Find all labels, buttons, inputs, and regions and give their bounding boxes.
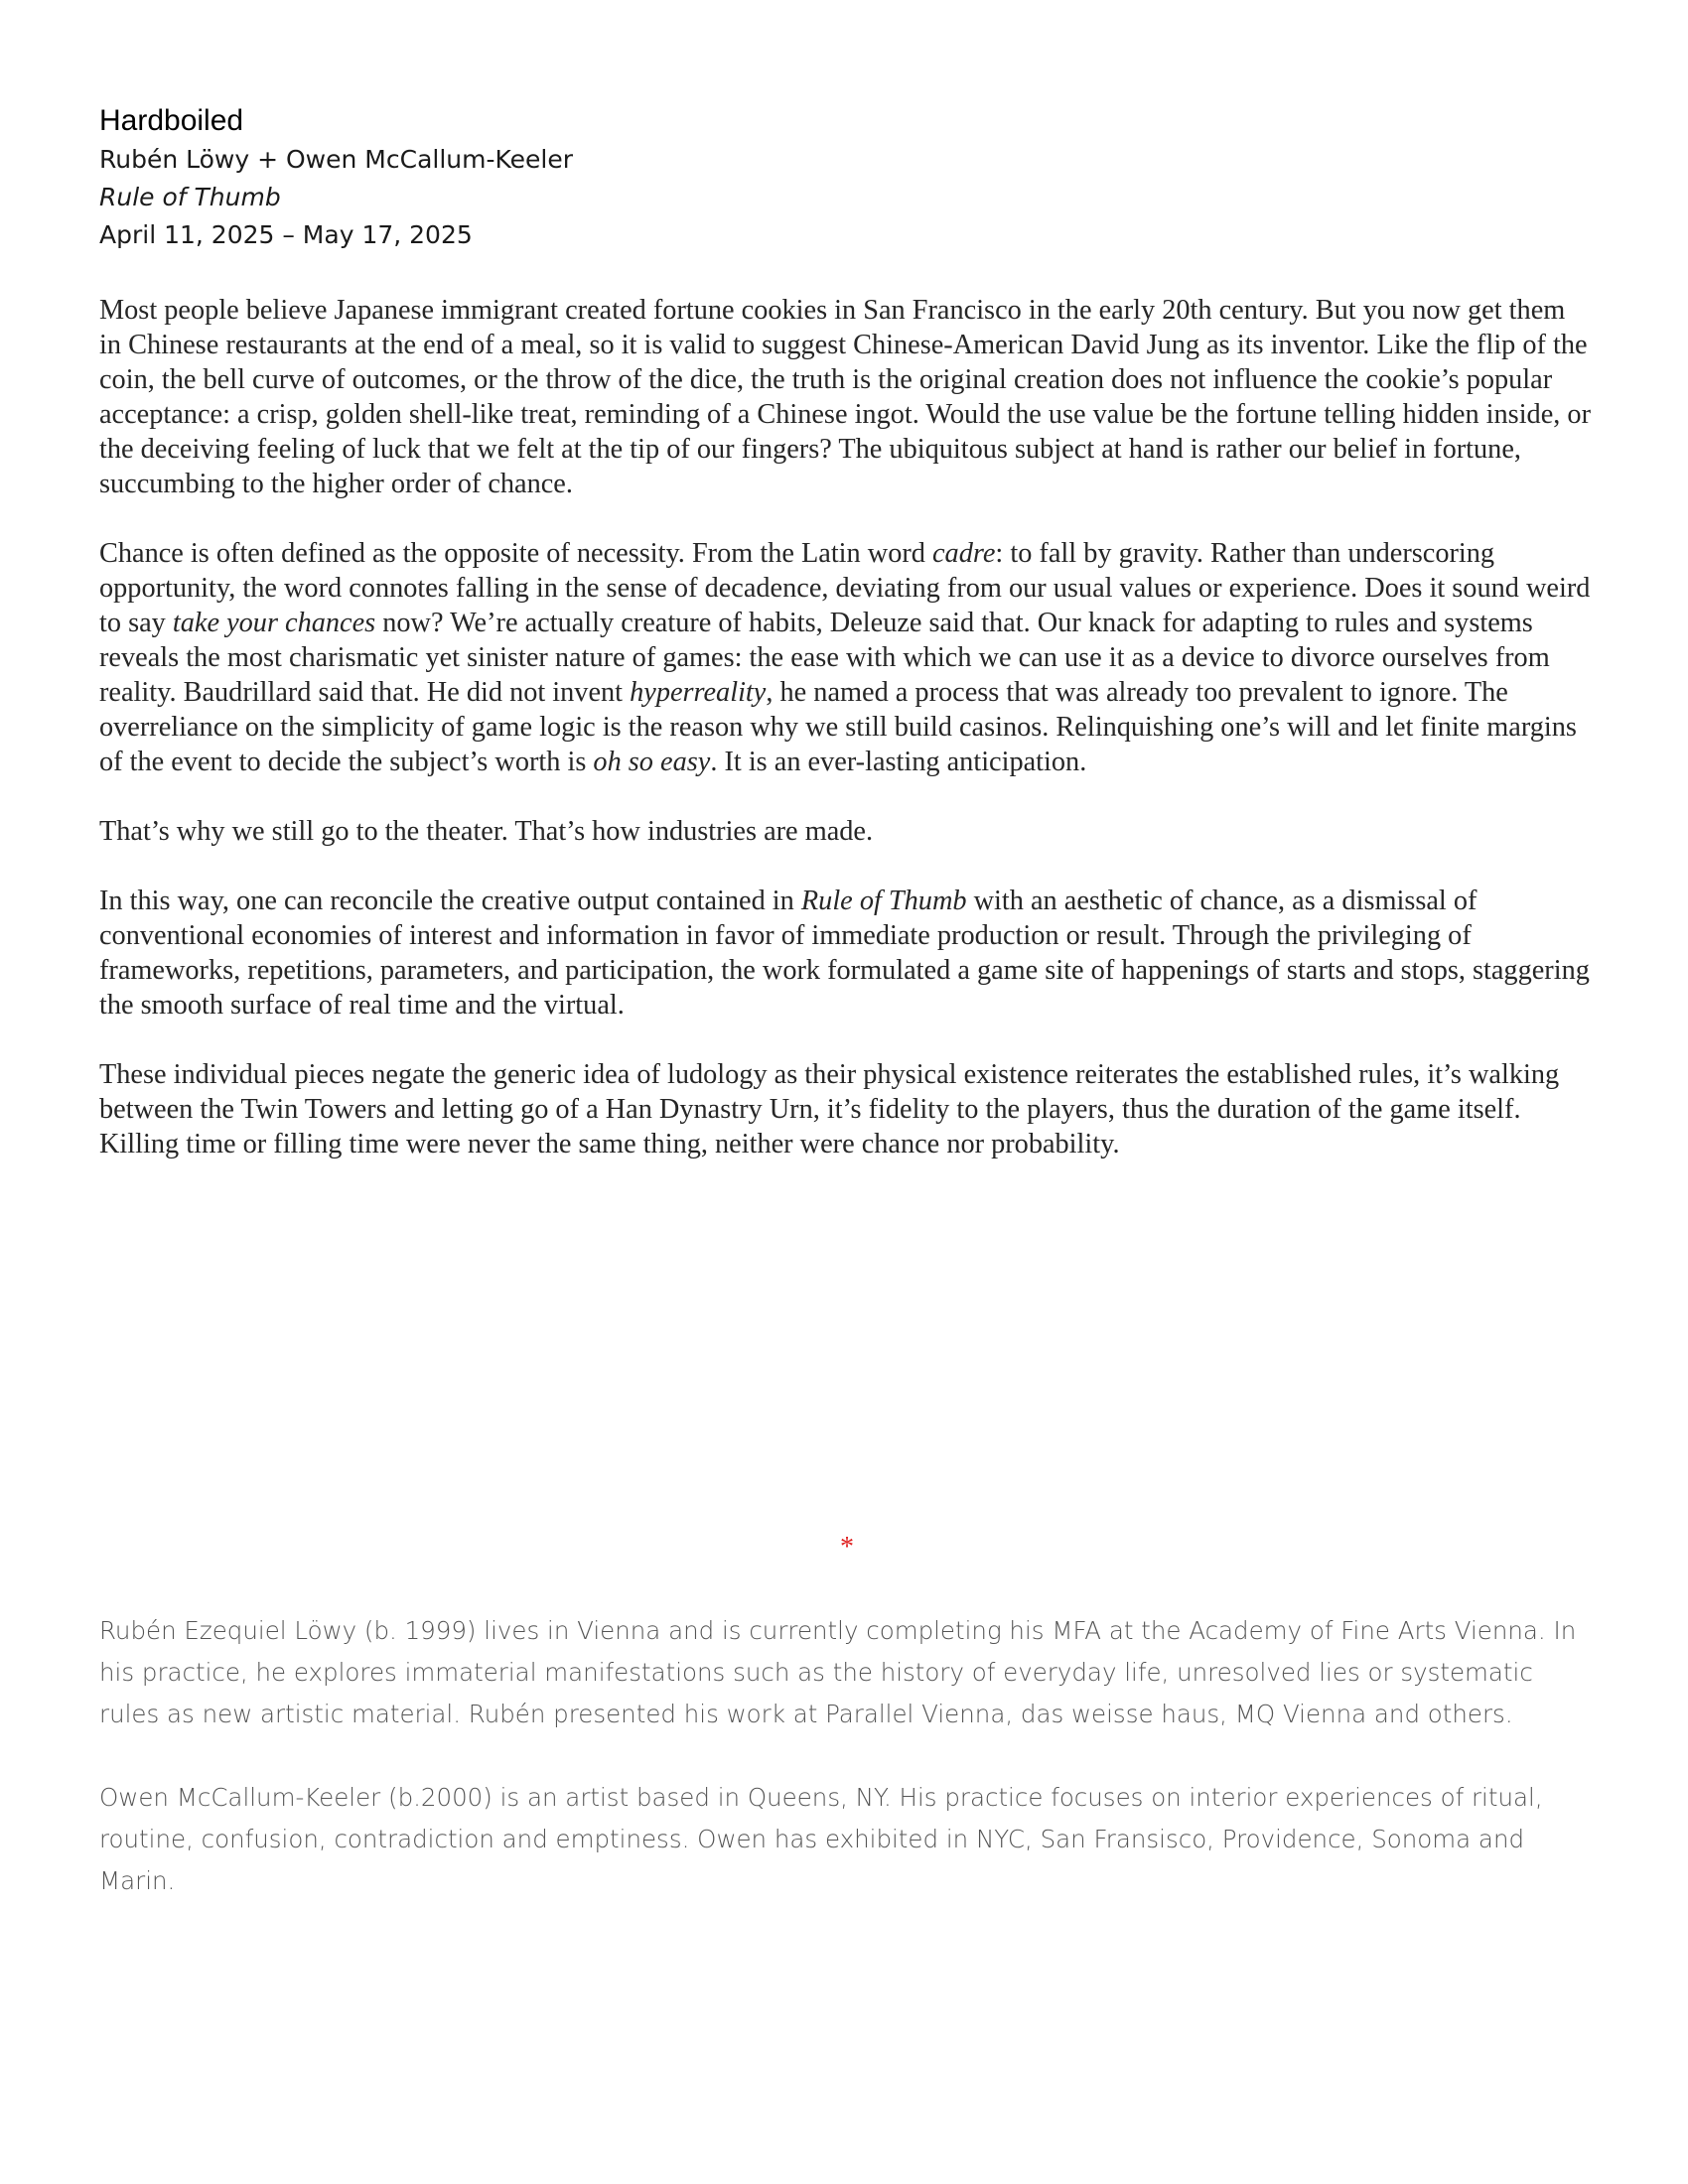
artists-line: Rubén Löwy + Owen McCallum-Keeler	[99, 145, 574, 174]
essay-paragraph-2: Chance is often defined as the opposite of necessity. From the Latin word cadre: to fall by gravity. Rather than underscoring opportunity, the word connotes falling in the sense of decadence, deviating from our usual values or experience. Does it sound weird to say take your chances now? We’re actually creature of habits, Deleuze said that. Our knack for adapting to rules and systems reveals the most charismatic yet sinister nature of games: the ease with which we can use it as a device to divorce ourselves from reality. Baudrillard said that. He did not invent hyperreality, he named a process that was already too prevalent to ignore. The overreliance on the simplicity of game logic is the reason why we still build casinos. Relinquishing one’s will and let finite margins of the event to decide the subject’s worth is oh so easy. It is an ever-lasting anticipation.	[99, 538, 1591, 777]
essay-paragraph-1: Most people believe Japanese immigrant created fortune cookies in San Francisco in the early 20th century. But you now get them in Chinese restaurants at the end of a meal, so it is valid to suggest Chinese-American David Jung as its inventor. Like the flip of the coin, the bell curve of outcomes, or the throw of the dice, the truth is the original creation does not influence the cookie’s popular acceptance: a crisp, golden shell-like treat, reminding of a Chinese ingot. Would the use value be the fortune telling hidden inside, or the deceiving feeling of luck that we felt at the tip of our fingers? The ubiquitous subject at hand is rather our belief in fortune, succumbing to the higher order of chance.	[99, 295, 1591, 499]
section-divider-asterisk: *	[840, 1532, 854, 1563]
exhibition-dates: April 11, 2025 – May 17, 2025	[99, 220, 473, 249]
essay-paragraph-5: These individual pieces negate the generic idea of ludology as their physical existence reiterates the established rules, it’s walking between the Twin Towers and letting go of a Han Dynastry Urn, it’s fidelity to the players, thus the duration of the game itself. Killing time or filling time were never the same thing, neither were chance nor probability.	[99, 1059, 1560, 1160]
gallery-name: Hardboiled	[99, 104, 244, 137]
header	[99, 101, 1589, 254]
essay-text	[99, 293, 1594, 1196]
essay-paragraph-4: In this way, one can reconcile the creative output contained in Rule of Thumb with an aesthetic of chance, as a dismissal of conventional economies of interest and information in favor of immediate production or result. Through the privileging of frameworks, repetitions, parameters, and participation, the work formulated a game site of happenings of starts and stops, staggering the smooth surface of real time and the virtual.	[99, 886, 1590, 1021]
bio-ruben: Rubén Ezequiel Löwy (b. 1999) lives in Vienna and is currently completing his MFA at the Academy of Fine Arts Vienna. In his practice, he explores immaterial manifestations such as the history of everyday life, unresolved lies or systematic rules as new artistic material. Rubén presented his work at Parallel Vienna, das weisse haus, MQ Vienna and others.	[99, 1616, 1577, 1728]
exhibition-title: Rule of Thumb	[99, 183, 281, 211]
bio-owen: Owen McCallum-Keeler (b.2000) is an artist based in Queens, NY. His practice focuses on interior experiences of ritual, routine, confusion, contradiction and emptiness. Owen has exhibited in NYC, San Fransisco, Providence, Sonoma and Marin.	[99, 1783, 1543, 1895]
essay-paragraph-3: That’s why we still go to the theater. That’s how industries are made.	[99, 816, 874, 847]
artist-bios	[99, 1610, 1579, 1944]
